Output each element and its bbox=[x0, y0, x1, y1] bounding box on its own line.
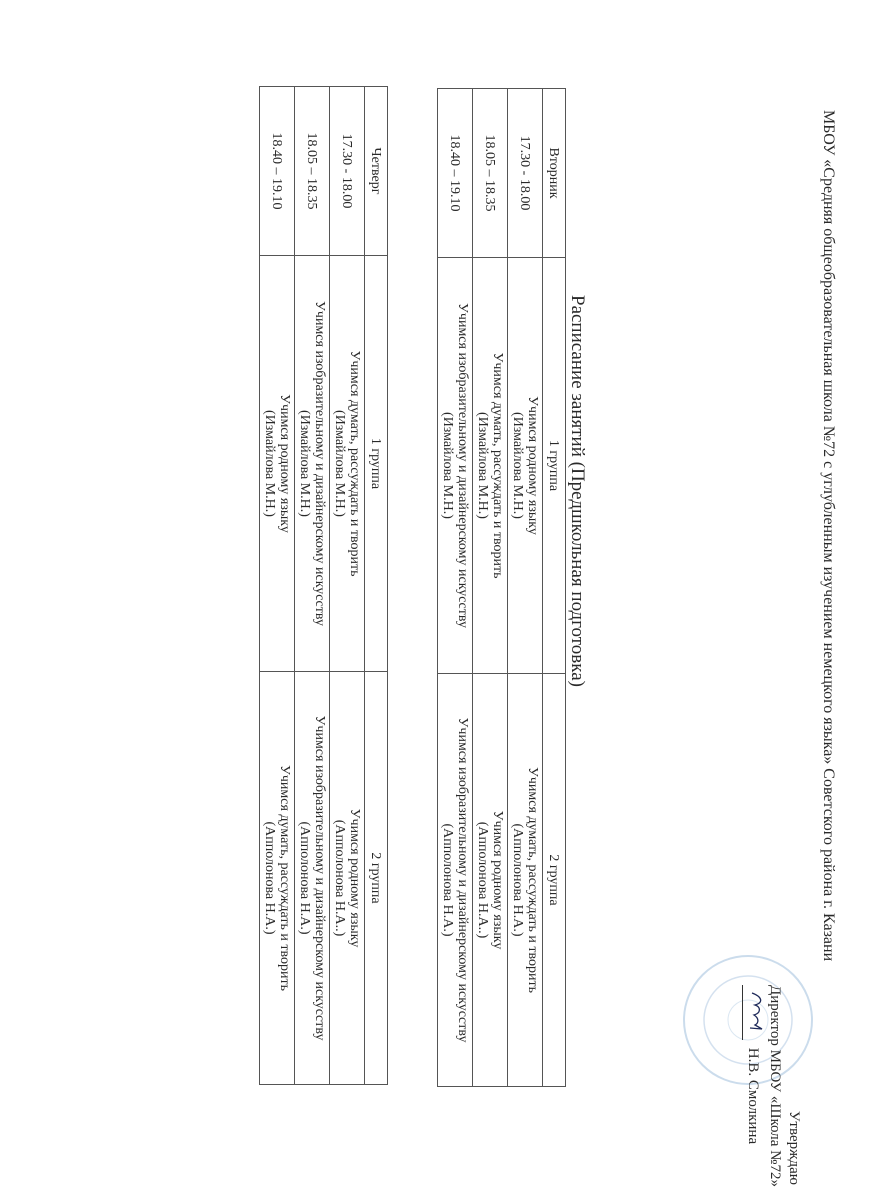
course-name: Учимся думать, рассуждать и творить bbox=[347, 350, 362, 577]
approval-block bbox=[742, 985, 803, 1185]
course-name: Учимся изобразительному и дизайнерскому искусству bbox=[312, 715, 327, 1041]
course-name: Учимся думать, рассуждать и творить bbox=[277, 764, 292, 992]
table-row bbox=[438, 89, 473, 1087]
schedule-table-thursday bbox=[259, 86, 388, 1085]
teacher-name: (Апполонова Н.А.) bbox=[510, 823, 525, 937]
course-name: Учимся думать, рассуждать и творить bbox=[490, 352, 505, 579]
day-cell: Вторник bbox=[543, 89, 566, 258]
table-header-row bbox=[543, 89, 566, 1087]
approval-position: Директор МБОУ «Школа №72» bbox=[767, 985, 783, 1187]
director-name: Н.В. Смолкина bbox=[745, 1047, 761, 1145]
teacher-name: (Измайлова М.Н.) bbox=[510, 412, 525, 519]
teacher-name: (Измайлова М.Н.) bbox=[262, 410, 277, 517]
course-name: Учимся родному языку bbox=[490, 810, 505, 950]
group2-lesson bbox=[330, 672, 365, 1085]
table-row bbox=[473, 89, 508, 1087]
group2-lesson bbox=[508, 674, 543, 1087]
course-name: Учимся родному языку bbox=[525, 396, 540, 535]
table-header-row bbox=[365, 87, 388, 1085]
group1-header: 1 группа bbox=[543, 258, 566, 674]
teacher-name: (Апполонова Н.А..) bbox=[332, 819, 347, 937]
course-name: Учимся изобразительному и дизайнерскому искусству bbox=[455, 717, 470, 1043]
school-header: МБОУ «Средняя общеобразовательная школа №72 с углубленным изучением немецкого языка» Советского района г. Казани bbox=[820, 110, 837, 962]
approval-title: Утверждаю bbox=[786, 1110, 802, 1185]
time-cell: 18.40 – 19.10 bbox=[438, 89, 473, 258]
group1-lesson bbox=[295, 256, 330, 672]
group2-lesson bbox=[473, 674, 508, 1087]
teacher-name: (Апполонова Н.А.) bbox=[440, 823, 455, 937]
table-row bbox=[330, 87, 365, 1085]
group2-header: 2 группа bbox=[365, 672, 388, 1085]
teacher-name: (Апполонова Н.А.) bbox=[262, 821, 277, 935]
table-row bbox=[508, 89, 543, 1087]
group2-lesson bbox=[295, 672, 330, 1085]
course-name: Учимся изобразительному и дизайнерскому искусству bbox=[312, 301, 327, 626]
teacher-name: (Апполонова Н.А..) bbox=[475, 821, 490, 939]
approval-signature-line bbox=[742, 985, 765, 1185]
table-row bbox=[260, 87, 295, 1085]
group2-lesson bbox=[260, 672, 295, 1085]
group1-lesson bbox=[330, 256, 365, 672]
day-cell: Четверг bbox=[365, 87, 388, 256]
time-cell: 18.05 – 18.35 bbox=[473, 89, 508, 258]
table-row bbox=[295, 87, 330, 1085]
group1-lesson bbox=[508, 258, 543, 674]
group1-header: 1 группа bbox=[365, 256, 388, 672]
page-title: Расписание занятий (Предшкольная подготовка) bbox=[567, 295, 588, 687]
group1-lesson bbox=[438, 258, 473, 674]
group1-lesson bbox=[260, 256, 295, 672]
time-cell: 17.30 - 18.00 bbox=[508, 89, 543, 258]
time-cell: 18.40 – 19.10 bbox=[260, 87, 295, 256]
teacher-name: (Апполонова Н.А.) bbox=[297, 821, 312, 935]
time-cell: 18.05 – 18.35 bbox=[295, 87, 330, 256]
course-name: Учимся родному языку bbox=[277, 394, 292, 533]
teacher-name: (Измайлова М.Н.) bbox=[332, 410, 347, 517]
signature bbox=[742, 985, 765, 1040]
schedule-table-tuesday bbox=[437, 88, 566, 1087]
teacher-name: (Измайлова М.Н.) bbox=[440, 412, 455, 519]
course-name: Учимся думать, рассуждать и творить bbox=[525, 766, 540, 994]
teacher-name: (Измайлова М.Н.) bbox=[297, 410, 312, 517]
group2-lesson bbox=[438, 674, 473, 1087]
teacher-name: (Измайлова М.Н.) bbox=[475, 412, 490, 519]
group2-header: 2 группа bbox=[543, 674, 566, 1087]
course-name: Учимся изобразительному и дизайнерскому искусству bbox=[455, 303, 470, 628]
course-name: Учимся родному языку bbox=[347, 808, 362, 948]
group1-lesson bbox=[473, 258, 508, 674]
time-cell: 17.30 - 18.00 bbox=[330, 87, 365, 256]
